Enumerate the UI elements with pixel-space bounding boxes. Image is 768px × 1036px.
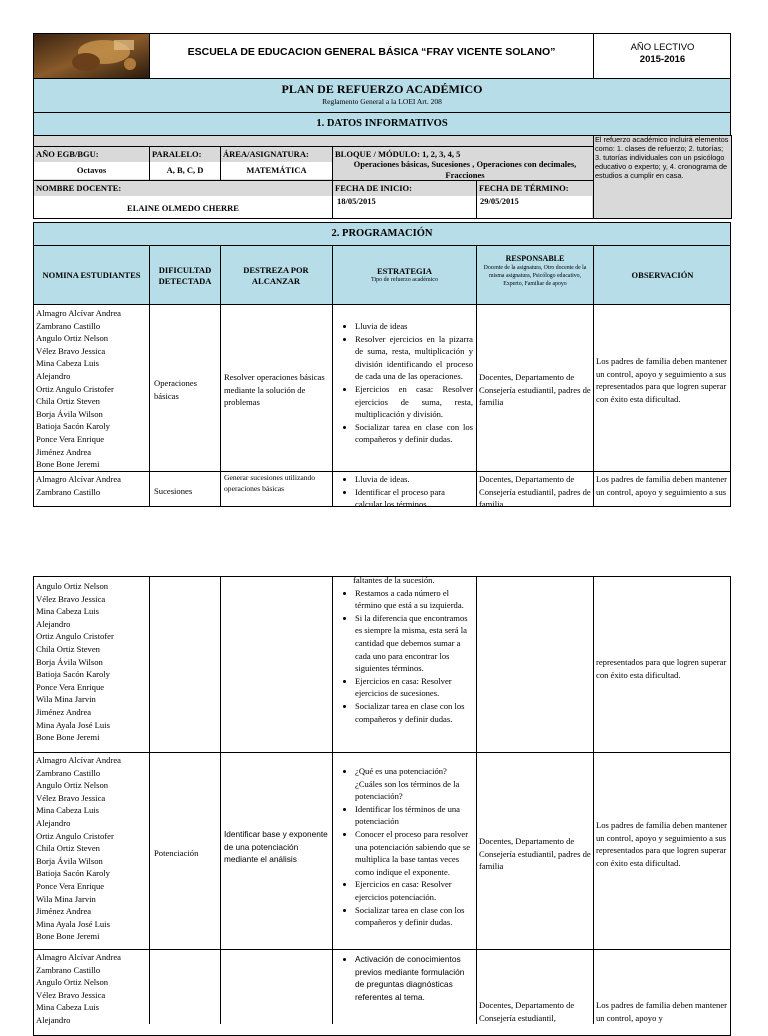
student-name: Alejandro bbox=[36, 817, 71, 828]
student-name: Bone Bone Jeremi bbox=[36, 459, 100, 470]
strategy-item: • ¿Qué es una potenciación? ¿Cuáles son los términos de la potenciación? bbox=[355, 765, 473, 803]
p2-row2-students bbox=[34, 753, 149, 944]
student-name: Zambrano Castillo bbox=[36, 320, 101, 331]
p1-row2-dificultad: Sucesiones bbox=[154, 486, 193, 496]
student-name: Batioja Sacón Karoly bbox=[36, 421, 110, 432]
student-name: Ponce Vera Enrique bbox=[36, 880, 105, 891]
student-name: Ortiz Angulo Cristofer bbox=[36, 830, 114, 841]
student-name: Borja Ávila Wilson bbox=[36, 855, 103, 866]
p1-row1-students bbox=[34, 306, 149, 472]
strategy-item: • Ejercicios en casa: Resolver ejercicios potenciación. bbox=[355, 878, 473, 903]
year-label: AÑO LECTIVO bbox=[630, 42, 695, 53]
col-estrategia: ESTRATEGIA bbox=[376, 266, 433, 276]
strategy-item: • Lluvia de ideas. bbox=[355, 473, 473, 486]
student-name: Batioja Sacón Karoly bbox=[36, 868, 110, 879]
student-name: Chila Ortiz Steven bbox=[36, 643, 100, 654]
col-dificultad: DIFICULTAD DETECTADA bbox=[158, 265, 212, 286]
p2-row3-students bbox=[34, 950, 149, 1028]
student-name: Angulo Ortiz Nelson bbox=[36, 333, 109, 344]
strategy-item: • Identificar los términos de una potenciación bbox=[355, 803, 473, 828]
section-1-title: 1. DATOS INFORMATIVOS bbox=[316, 118, 448, 129]
student-name: Alejandro bbox=[36, 618, 71, 629]
strategy-item: • Conocer el proceso para resolver una potenciación sabiendo que se multiplica la base tantas veces como indique el exponente. bbox=[355, 828, 473, 878]
student-name: Zambrano Castillo bbox=[36, 486, 101, 497]
p2-row1-strategies bbox=[332, 573, 475, 726]
paralelo-label: PARALELO: bbox=[152, 149, 202, 159]
area-value: MATEMÁTICA bbox=[246, 165, 307, 175]
col-estrategia-sub: Tipo de refuerzo académico bbox=[371, 277, 438, 283]
refuerzo-note: El refuerzo académico incluirá elementos como: 1. clases de refuerzo; 2. tutorías; 3. tutorías individuales con un psicólogo educativo o experto; y, 4. cronograma de estudios a cumplir en casa. bbox=[595, 135, 729, 180]
student-name: Ponce Vera Enrique bbox=[36, 433, 105, 444]
p1-row1-strategies bbox=[332, 319, 475, 447]
student-name: Almagro Alcívar Andrea bbox=[36, 474, 121, 484]
area-label: ÁREA/ASIGNATURA: bbox=[223, 149, 309, 159]
student-name: Angulo Ortiz Nelson bbox=[36, 977, 109, 988]
student-name: Chila Ortiz Steven bbox=[36, 396, 100, 407]
p2-row1-observacion: representados para que logren superar con éxito esta dificultad. bbox=[596, 657, 727, 680]
student-name: Borja Ávila Wilson bbox=[36, 656, 103, 667]
col-observacion: OBSERVACIÓN bbox=[631, 270, 694, 280]
p2-row1-strategy-cont: faltantes de la sucesión. bbox=[353, 575, 435, 585]
student-name: Wila Mina Jarvin bbox=[36, 694, 96, 705]
col-nomina: NOMINA ESTUDIANTES bbox=[42, 270, 141, 280]
year-value: 2015-2016 bbox=[639, 54, 686, 65]
p1-row2-responsable: Docentes, Departamento de Consejería estudiantil, padres de familia bbox=[479, 474, 591, 510]
strategy-item: • Resolver ejercicios en la pizarra de suma, resta, multiplicación y división identificando el proceso de cada una de las operaciones. bbox=[355, 333, 473, 383]
anio-value: Octavos bbox=[76, 165, 107, 175]
strategy-item: • Lluvia de ideas bbox=[355, 320, 473, 333]
strategy-item: • Ejercicios en casa: Resolver ejercicios de sucesiones. bbox=[355, 675, 473, 700]
strategy-item: • Activación de conocimientos previos mediante formulación de preguntas diagnósticas referentes al tema. bbox=[355, 953, 473, 1003]
student-name: Vélez Bravo Jessica bbox=[36, 593, 106, 604]
student-name: Jiménez Andrea bbox=[36, 706, 92, 717]
student-name: Vélez Bravo Jessica bbox=[36, 989, 106, 1000]
student-name: Vélez Bravo Jessica bbox=[36, 792, 106, 803]
p2-row1-students bbox=[34, 579, 149, 745]
termino-value: 29/05/2015 bbox=[480, 196, 519, 206]
student-name: Ponce Vera Enrique bbox=[36, 681, 105, 692]
bloque-value: Operaciones básicas, Sucesiones , Operaciones con decimales, Fracciones bbox=[353, 159, 577, 180]
inicio-value: 18/05/2015 bbox=[337, 196, 376, 206]
student-name: Alejandro bbox=[36, 1014, 71, 1025]
student-name: Almagro Alcívar Andrea bbox=[36, 952, 121, 962]
strategy-item: • Identificar el proceso para calcular los términos bbox=[355, 486, 473, 511]
student-name: Mina Cabeza Luis bbox=[36, 805, 100, 816]
col-responsable-sub: Docente de la asignatura, Otro docente de la misma asignatura, Psicólogo educativo, Experto, Familiar de apoyo bbox=[483, 265, 587, 287]
student-name: Chila Ortiz Steven bbox=[36, 843, 100, 854]
strategy-item: • Si la diferencia que encontramos es siempre la misma, esta será la cantidad que debemos sumar a cada uno para encontrar los siguientes términos. bbox=[355, 612, 473, 675]
student-name: Zambrano Castillo bbox=[36, 767, 101, 778]
student-name: Batioja Sacón Karoly bbox=[36, 669, 110, 680]
p1-row2-students bbox=[34, 472, 149, 499]
p2-row2-dificultad: Potenciación bbox=[154, 848, 199, 858]
p2-row3-observacion: Los padres de familia deben mantener un control, apoyo y bbox=[596, 1000, 728, 1023]
student-name: Jiménez Andrea bbox=[36, 446, 92, 457]
p1-row1-responsable: Docentes, Departamento de Consejería estudiantil, padres de familia bbox=[479, 372, 591, 408]
docente-label: NOMBRE DOCENTE: bbox=[36, 183, 122, 193]
plan-subtitle: Reglamento General a la LOEI Art. 208 bbox=[322, 97, 442, 106]
p1-row2-destreza: Generar sucesiones utilizando operaciones básicas bbox=[224, 473, 316, 493]
student-name: Mina Cabeza Luis bbox=[36, 606, 100, 617]
p1-row1-observacion: Los padres de familia deben mantener un control, apoyo y seguimiento a sus representados para que logren superar con éxito esta dificultad. bbox=[596, 356, 728, 404]
col-responsable: RESPONSABLE bbox=[505, 254, 565, 263]
student-name: Jiménez Andrea bbox=[36, 906, 92, 917]
strategy-item: • Socializar tarea en clase con los compañeros y definir dudas. bbox=[355, 421, 473, 446]
strategy-item: • Restamos a cada número el término que está a su izquierda. bbox=[355, 587, 473, 612]
p1-row1-destreza: Resolver operaciones básicas mediante la solución de problemas bbox=[224, 372, 325, 408]
student-name: Bone Bone Jeremi bbox=[36, 732, 100, 743]
p2-row2-observacion: Los padres de familia deben mantener un control, apoyo y seguimiento a sus representados para que logren superar con éxito esta dificultad. bbox=[596, 820, 728, 868]
p2-row2-strategies bbox=[332, 764, 475, 930]
student-name: Almagro Alcívar Andrea bbox=[36, 308, 121, 318]
p2-row2-responsable: Docentes, Departamento de Consejería estudiantil, padres de familia bbox=[479, 836, 591, 872]
student-name: Mina Ayala José Luis bbox=[36, 719, 110, 730]
section-2-title: 2. PROGRAMACIÓN bbox=[331, 228, 433, 239]
anio-label: AÑO EGB/BGU: bbox=[36, 149, 99, 159]
termino-label: FECHA DE TÉRMINO: bbox=[479, 183, 569, 193]
strategy-item: • Socializar tarea en clase con los compañeros y definir dudas. bbox=[355, 700, 473, 725]
student-name: Mina Cabeza Luis bbox=[36, 1002, 100, 1013]
p2-row2-destreza: Identificar base y exponente de una potenciación mediante el análisis bbox=[224, 829, 328, 865]
school-name: ESCUELA DE EDUCACION GENERAL BÁSICA “FRAY VICENTE SOLANO” bbox=[187, 46, 556, 58]
student-name: Vélez Bravo Jessica bbox=[36, 345, 106, 356]
inicio-label: FECHA DE INICIO: bbox=[335, 183, 412, 193]
bloque-label: BLOQUE / MÓDULO: 1, 2, 3, 4, 5 bbox=[335, 149, 461, 159]
student-name: Borja Ávila Wilson bbox=[36, 408, 103, 419]
col-destreza: DESTREZA POR ALCANZAR bbox=[243, 265, 309, 286]
student-name: Zambrano Castillo bbox=[36, 964, 101, 975]
p1-row1-dificultad: Operaciones básicas bbox=[154, 378, 197, 401]
p1-row2-observacion: Los padres de familia deben mantener un control, apoyo y seguimiento a sus bbox=[596, 474, 728, 497]
student-name: Mina Cabeza Luis bbox=[36, 358, 100, 369]
docente-value: ELAINE OLMEDO CHERRE bbox=[127, 203, 239, 213]
plan-title: PLAN DE REFUERZO ACADÉMICO bbox=[281, 82, 483, 96]
school-logo bbox=[34, 34, 149, 78]
p2-row3-responsable: Docentes, Departamento de Consejería estudiantil, bbox=[479, 1000, 575, 1023]
paralelo-value: A, B, C, D bbox=[166, 165, 204, 175]
student-name: Mina Ayala José Luis bbox=[36, 918, 110, 929]
p1-row2-strategies bbox=[332, 472, 475, 512]
strategy-item: • Socializar tarea en clase con los compañeros y definir dudas. bbox=[355, 904, 473, 929]
strategy-item: • Ejercicios en casa: Resolver ejercicios de suma, resta, multiplicación y división. bbox=[355, 383, 473, 421]
student-name: Wila Mina Jarvin bbox=[36, 893, 96, 904]
student-name: Ortiz Angulo Cristofer bbox=[36, 631, 114, 642]
student-name: Ortiz Angulo Cristofer bbox=[36, 383, 114, 394]
student-name: Bone Bone Jeremi bbox=[36, 931, 100, 942]
student-name: Alejandro bbox=[36, 370, 71, 381]
student-name: Angulo Ortiz Nelson bbox=[36, 581, 109, 591]
student-name: Almagro Alcívar Andrea bbox=[36, 755, 121, 765]
p2-row3-strategies bbox=[332, 952, 475, 1004]
student-name: Angulo Ortiz Nelson bbox=[36, 780, 109, 791]
